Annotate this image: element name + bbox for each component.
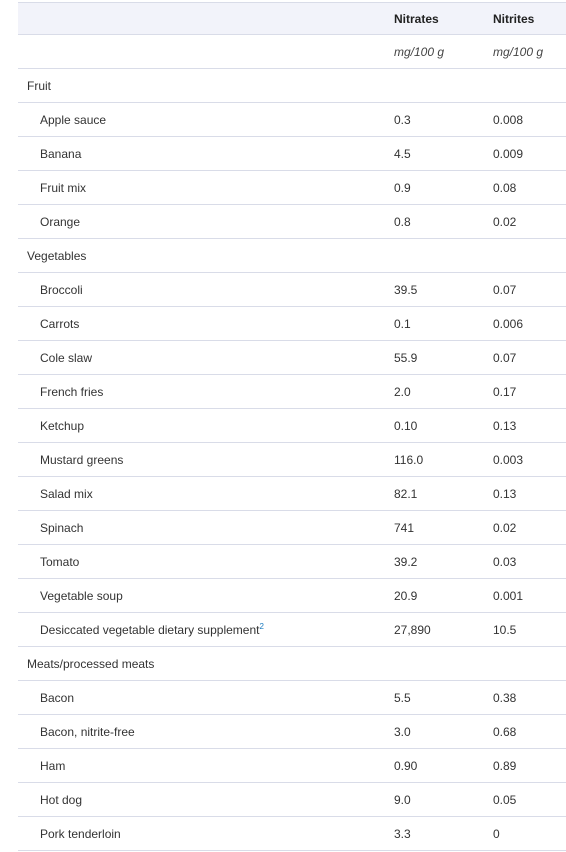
food-name-cell: [18, 817, 384, 851]
food-name-cell: [18, 477, 384, 511]
table-row: [18, 273, 566, 307]
table-row: [18, 715, 566, 749]
table-row: [18, 205, 566, 239]
food-name: Hot dog: [40, 792, 83, 807]
food-name-cell: [18, 341, 384, 375]
food-name-cell: [18, 273, 384, 307]
food-name: Fruit mix: [40, 180, 86, 195]
table-group-row: [18, 239, 566, 273]
nitrites-value-cell: 0.003: [483, 443, 566, 477]
nitrates-column-header: Nitrates: [384, 3, 483, 35]
food-name-cell: [18, 375, 384, 409]
food-unit-cell: [18, 35, 384, 69]
food-name: Banana: [40, 146, 82, 161]
food-name-cell: [18, 749, 384, 783]
nitrites-value-cell: 0.03: [483, 545, 566, 579]
group-label: Vegetables: [18, 239, 566, 273]
food-column-header: [18, 3, 384, 35]
nitrates-value-cell: 39.2: [384, 545, 483, 579]
food-name-cell: [18, 511, 384, 545]
nitrites-value-cell: 0.89: [483, 749, 566, 783]
nitrites-value-cell: 0.38: [483, 681, 566, 715]
food-name: Bacon, nitrite-free: [40, 724, 135, 739]
nitrates-value-cell: 0.3: [384, 103, 483, 137]
food-name: Cole slaw: [40, 350, 93, 365]
table-row: [18, 103, 566, 137]
nitrites-unit-cell: mg/100 g: [483, 35, 566, 69]
nitrates-value-cell: 741: [384, 511, 483, 545]
nitrites-value-cell: 0: [483, 817, 566, 851]
food-name-cell: [18, 783, 384, 817]
table-row: [18, 579, 566, 613]
nitrates-value-cell: 0.1: [384, 307, 483, 341]
nitrites-value-cell: 0.05: [483, 783, 566, 817]
food-name: Vegetable soup: [40, 588, 123, 603]
food-name-cell: [18, 613, 384, 647]
nitrates-value-cell: 2.0: [384, 375, 483, 409]
nitrates-value-cell: 116.0: [384, 443, 483, 477]
table-row: [18, 341, 566, 375]
food-name: Ketchup: [40, 418, 85, 433]
food-name: Ham: [40, 758, 66, 773]
food-name-cell: [18, 205, 384, 239]
nitrites-value-cell: 0.68: [483, 715, 566, 749]
nitrates-value-cell: 27,890: [384, 613, 483, 647]
group-label: Meats/processed meats: [18, 647, 566, 681]
table-row: [18, 681, 566, 715]
nitrites-value-cell: 0.13: [483, 409, 566, 443]
nitrites-value-cell: 0.02: [483, 511, 566, 545]
food-name: Broccoli: [40, 282, 83, 297]
food-name-cell: [18, 307, 384, 341]
food-name-cell: [18, 545, 384, 579]
nitrites-value-cell: 0.13: [483, 477, 566, 511]
table-body: [18, 69, 566, 851]
table-row: [18, 171, 566, 205]
nitrites-value-cell: 0.17: [483, 375, 566, 409]
table-row: [18, 817, 566, 851]
table-row: [18, 375, 566, 409]
food-name: Mustard greens: [40, 452, 124, 467]
table-row: [18, 443, 566, 477]
table-row: [18, 409, 566, 443]
table-row: [18, 613, 566, 647]
food-name-cell: [18, 137, 384, 171]
nitrates-value-cell: 3.3: [384, 817, 483, 851]
nitrates-unit-cell: mg/100 g: [384, 35, 483, 69]
nitrates-value-cell: 0.10: [384, 409, 483, 443]
nitrates-value-cell: 9.0: [384, 783, 483, 817]
footnote-link[interactable]: 2: [259, 621, 264, 631]
food-name: Bacon: [40, 690, 75, 705]
nitrates-value-cell: 39.5: [384, 273, 483, 307]
nitrites-value-cell: 0.009: [483, 137, 566, 171]
food-name-cell: [18, 715, 384, 749]
nitrites-value-cell: 10.5: [483, 613, 566, 647]
food-name-cell: [18, 443, 384, 477]
food-name: Pork tenderloin: [40, 826, 121, 841]
table-group-row: [18, 69, 566, 103]
nitrites-column-header: Nitrites: [483, 3, 566, 35]
food-name: Spinach: [40, 520, 84, 535]
food-name: Salad mix: [40, 486, 93, 501]
nitrates-value-cell: 3.0: [384, 715, 483, 749]
nitrites-value-cell: 0.001: [483, 579, 566, 613]
nitrate-nitrite-table: [18, 2, 566, 851]
food-name-cell: [18, 171, 384, 205]
nitrates-value-cell: 4.5: [384, 137, 483, 171]
nitrates-value-cell: 0.90: [384, 749, 483, 783]
group-label: Fruit: [18, 69, 566, 103]
nitrates-value-cell: 55.9: [384, 341, 483, 375]
food-name: Orange: [40, 214, 81, 229]
nitrites-value-cell: 0.02: [483, 205, 566, 239]
table-row: [18, 783, 566, 817]
food-name: Tomato: [40, 554, 80, 569]
nitrites-value-cell: 0.006: [483, 307, 566, 341]
food-name: Desiccated vegetable dietary supplement: [40, 622, 260, 637]
nitrites-value-cell: 0.008: [483, 103, 566, 137]
nitrate-nitrite-table-container: [18, 2, 566, 851]
table-group-row: [18, 647, 566, 681]
food-name-cell: [18, 681, 384, 715]
nitrites-value-cell: 0.08: [483, 171, 566, 205]
nitrates-value-cell: 82.1: [384, 477, 483, 511]
nitrites-value-cell: 0.07: [483, 341, 566, 375]
food-name: French fries: [40, 384, 104, 399]
food-name-cell: [18, 409, 384, 443]
table-header-row: [18, 3, 566, 35]
nitrites-value-cell: 0.07: [483, 273, 566, 307]
nitrates-value-cell: 5.5: [384, 681, 483, 715]
units-row: [18, 35, 566, 69]
food-name: Carrots: [40, 316, 80, 331]
table-row: [18, 511, 566, 545]
food-name: Apple sauce: [40, 112, 107, 127]
table-row: [18, 477, 566, 511]
nitrates-value-cell: 20.9: [384, 579, 483, 613]
table-row: [18, 545, 566, 579]
table-row: [18, 307, 566, 341]
table-row: [18, 137, 566, 171]
nitrates-value-cell: 0.9: [384, 171, 483, 205]
food-name-cell: [18, 103, 384, 137]
food-name-cell: [18, 579, 384, 613]
nitrates-value-cell: 0.8: [384, 205, 483, 239]
table-row: [18, 749, 566, 783]
